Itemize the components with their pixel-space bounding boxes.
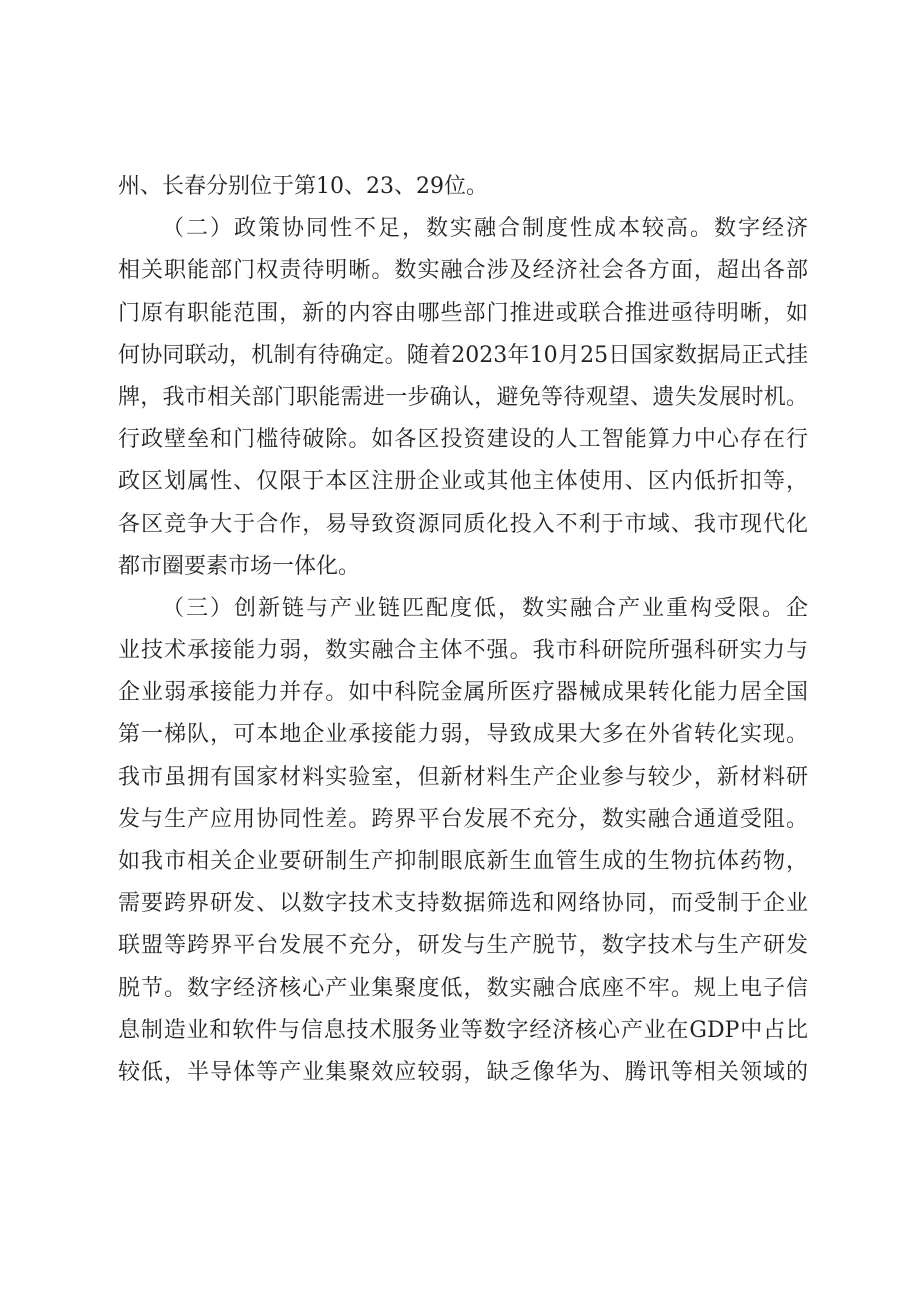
text-line: 政区划属性、仅限于本区注册企业或其他主体使用、区内低折扣等， <box>118 469 808 495</box>
text-line: 各区竞争大于合作，易导致资源同质化投入不利于市域、我市现代化 <box>118 511 808 537</box>
text-line: 较低，半导体等产业集聚效应较弱，缺乏像华为、腾讯等相关领域的 <box>118 1059 808 1085</box>
paragraph-heading-line: （二）政策协同性不足，数实融合制度性成本较高。数字经济 <box>162 216 808 242</box>
text-line: 脱节。数字经济核心产业集聚度低，数实融合底座不牢。规上电子信 <box>118 975 808 1001</box>
text-line: 门原有职能范围，新的内容由哪些部门推进或联合推进亟待明晰，如 <box>118 300 808 326</box>
text-line: 需要跨界研发、以数字技术支持数据筛选和网络协同，而受制于企业 <box>118 891 808 917</box>
text-line: 业技术承接能力弱，数实融合主体不强。我市科研院所强科研实力与 <box>118 638 808 664</box>
paragraph-heading-line: （三）创新链与产业链匹配度低，数实融合产业重构受限。企 <box>162 595 808 621</box>
text-line: 我市虽拥有国家材料实验室，但新材料生产企业参与较少，新材料研 <box>118 764 808 790</box>
text-line: 第一梯队，可本地企业承接能力弱，导致成果大多在外省转化实现。 <box>118 722 808 748</box>
text-line: 息制造业和软件与信息技术服务业等数字经济核心产业在GDP中占比 <box>118 1017 808 1043</box>
paragraph-policy-coordination <box>118 208 808 588</box>
paragraph-innovation-chain <box>118 588 808 1094</box>
text-line: 如我市相关企业要研制生产抑制眼底新生血管生成的生物抗体药物， <box>118 849 808 874</box>
text-line: 企业弱承接能力并存。如中科院金属所医疗器械成果转化能力居全国 <box>118 680 808 706</box>
text-line: 州、长春分别位于第10、23、29位。 <box>118 174 488 199</box>
text-line: 联盟等跨界平台发展不充分，研发与生产脱节，数字技术与生产研发 <box>118 933 808 959</box>
text-line: 何协同联动，机制有待确定。随着2023年10月25日国家数据局正式挂 <box>118 342 808 368</box>
text-line: 都市圈要素市场一体化。 <box>118 553 361 579</box>
text-line: 行政壁垒和门槛待破除。如各区投资建设的人工智能算力中心存在行 <box>118 427 808 453</box>
paragraph-continuation <box>118 166 808 208</box>
text-line: 发与生产应用协同性差。跨界平台发展不充分，数实融合通道受阻。 <box>118 806 808 832</box>
text-line: 相关职能部门权责待明晰。数实融合涉及经济社会各方面，超出各部 <box>118 258 808 284</box>
document-body <box>118 166 808 1094</box>
text-line: 牌，我市相关部门职能需进一步确认，避免等待观望、遗失发展时机。 <box>118 384 808 410</box>
